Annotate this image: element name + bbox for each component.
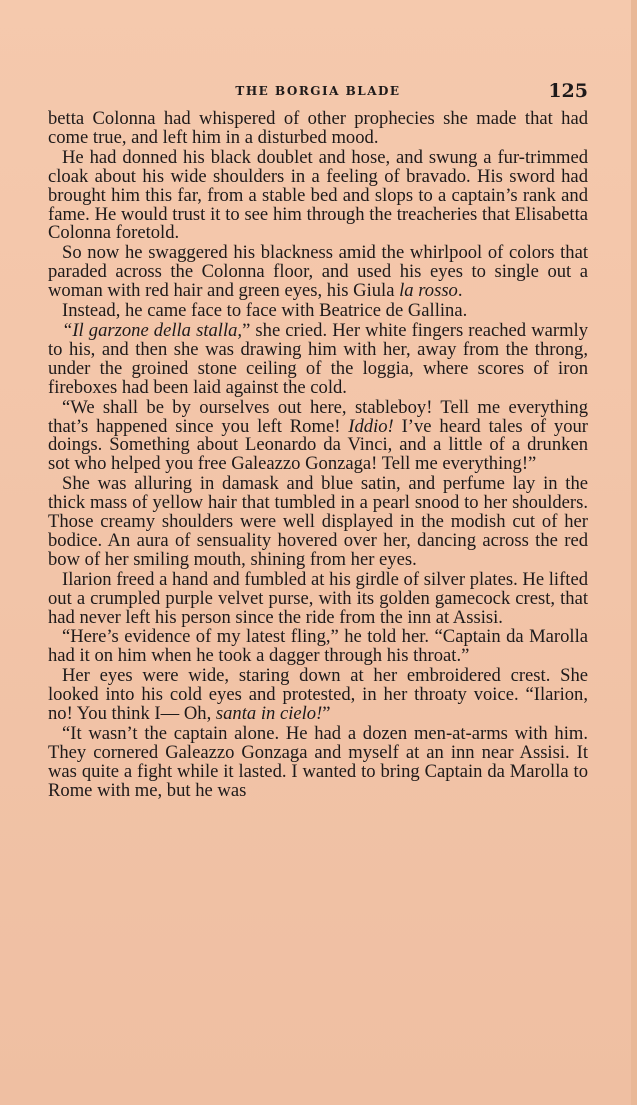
text-run: Instead, he came face to face with Beatrice de Gallina.	[62, 300, 468, 322]
paragraph	[48, 244, 588, 301]
text-run: “We shall be by ourselves out here, stableboy! Tell me everything that’s happened since you left Rome!	[48, 396, 588, 437]
paragraph	[48, 319, 588, 398]
text-run: He had donned his black doublet and hose, and swung a fur-trimmed cloak about his wide shoulders in a feeling of bravado. His sword had brought him this far, from a stable bed and slops to a captain’s rank and fame. He would trust it to see him through the treacheries that Elisabetta Colonna foretold.	[48, 146, 588, 244]
paragraph	[48, 396, 588, 475]
running-title: THE BORGIA BLADE	[235, 84, 401, 98]
text-run: “Here’s evidence of my latest fling,” he told her. “Captain da Marolla had it on him when he took a dagger through his throat.”	[48, 626, 588, 667]
paragraph	[48, 475, 588, 570]
italic-text: la rosso	[399, 280, 458, 302]
italic-text: Iddio!	[348, 415, 394, 437]
text-run: ”	[322, 703, 331, 725]
italic-text: “Il garzone della stalla,	[62, 319, 243, 341]
text-run: Ilarion freed a hand and fumbled at his girdle of silver plates. He lifted out a crumpled purple velvet purse, with its golden gamecock crest, that had never left his person since the ride from the inn at Assisi.	[48, 568, 588, 628]
italic-text: santa in cielo!	[215, 703, 323, 725]
page-edge	[631, 0, 637, 1105]
text-run: betta Colonna had whispered of other prophecies she made that had come true, and left him in a disturbed mood.	[48, 108, 588, 148]
text-run: Her eyes were wide, staring down at her embroidered crest. She looked into his cold eyes and protested, in her throaty voice. “Ilarion, no! You think I— Oh,	[48, 665, 588, 725]
paragraph	[48, 725, 588, 801]
body-text	[48, 110, 588, 801]
paragraph	[48, 628, 588, 666]
text-run: “It wasn’t the captain alone. He had a dozen men-at-arms with him. They cornered Galeazzo Gonzaga and myself at an inn near Assisi. It was quite a fight while it lasted. I wanted to bring Captain da Marolla to Rome with me, but he was	[48, 723, 588, 801]
text-run: So now he swaggered his blackness amid the whirlpool of colors that paraded across the Colonna floor, and used his eyes to single out a woman with red hair and green eyes, his Giula	[48, 242, 588, 302]
paragraph	[48, 110, 588, 148]
paragraph	[48, 302, 588, 321]
paragraph	[48, 667, 588, 724]
paragraph	[48, 146, 588, 244]
running-head	[48, 80, 588, 104]
text-run: I’ve heard tales of your doings. Something about Leonardo da Vinci, and a little of a drunken sot who helped you free Galeazzo Gonzaga! Tell me everything!”	[48, 415, 588, 475]
paragraph	[48, 568, 588, 628]
text-run: .	[457, 280, 463, 302]
page-number: 125	[548, 80, 588, 102]
text-run: She was alluring in damask and blue satin, and perfume lay in the thick mass of yellow hair that tumbled in a pearl snood to her shoulders. Those creamy shoulders were well displayed in the modish cut of her bodice. An aura of sensuality hovered over her, dancing across the red bow of her smiling mouth, shining from her eyes.	[48, 473, 588, 570]
text-run: ” she cried. Her white fingers reached warmly to his, and then she was drawing him with her, away from the throng, under the groined stone ceiling of the loggia, where scores of iron fireboxes had been laid against the cold.	[48, 319, 588, 398]
